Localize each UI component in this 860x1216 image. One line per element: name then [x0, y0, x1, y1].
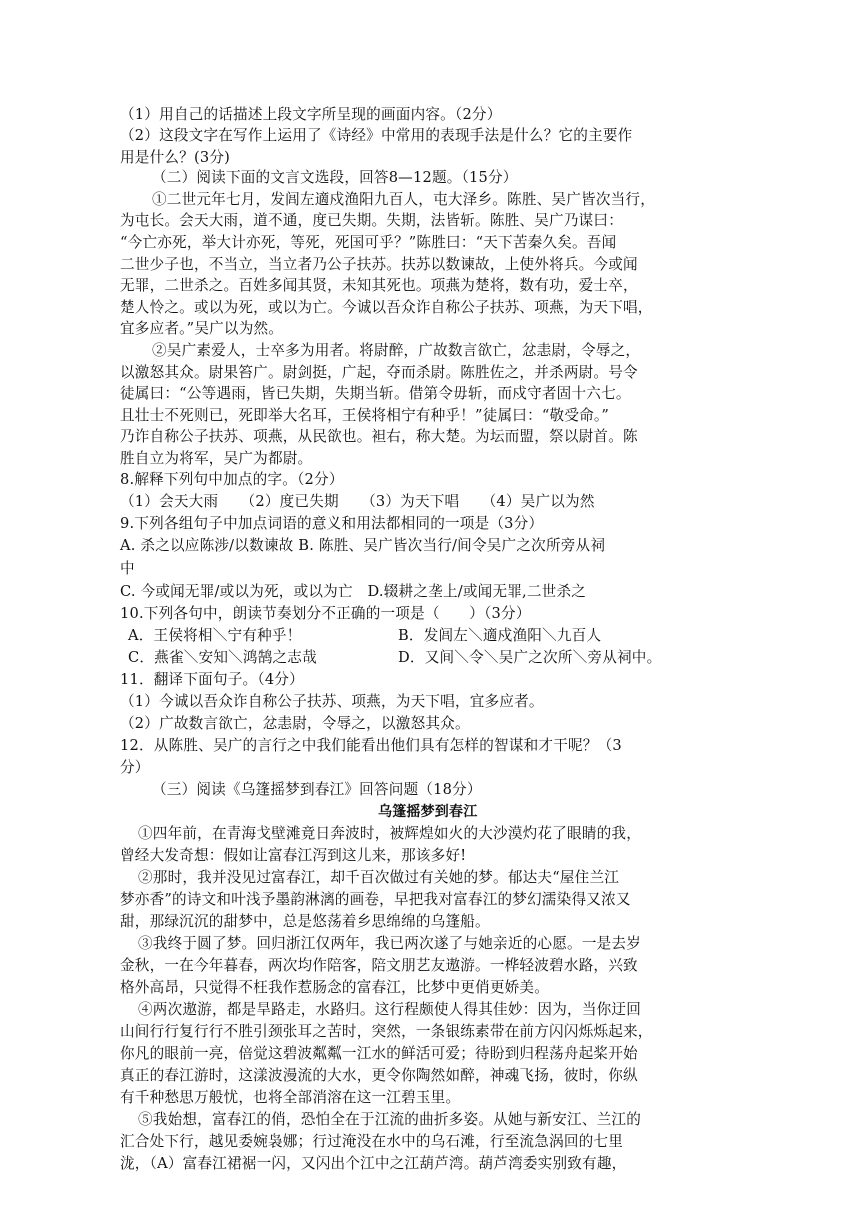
essay-para-1-line-2: 曾经大发奇想：假如让富春江泻到这儿来，那该多好! — [120, 847, 467, 864]
question-9-option-cd: C. 今或闻无罪/或以为死，或以为亡 D.辍耕之垄上/或闻无罪,二世杀之 — [120, 583, 587, 600]
essay-para-4-line-5: 有千种愁思万般忧，也将全部消溶在这一江碧玉里。 — [120, 1089, 461, 1106]
question-9-option-b-cont: 中 — [120, 560, 135, 577]
essay-title: 乌篷摇梦到春江 — [378, 804, 478, 820]
passage-para-2-line-3: 徒属曰：“公等遇雨，皆已失期，失期当斩。借第令毋斩，而戍守者固十六七。 — [120, 385, 631, 402]
passage-para-2-line-2: 以激怒其众。尉果笞广。尉剑挺，广起，夺而杀尉。陈胜佐之，并杀两尉。号令 — [120, 364, 638, 381]
passage-para-1-line-1: ①二世元年七月，发闾左適戍渔阳九百人，屯大泽乡。陈胜、吴广皆次当行， — [152, 191, 655, 208]
passage-para-2-line-1: ②吴广素爱人，士卒多为用者。将尉醉，广故数言欲亡，忿恚尉，令辱之， — [152, 342, 641, 359]
question-12-line-2: 分） — [120, 759, 150, 776]
question-10-option-d: D．又间＼令＼吴广之次所＼旁从祠中。 — [398, 649, 662, 666]
question-12-line-1: 12．从陈胜、吴广的言行之中我们能看出他们具有怎样的智谋和才干呢？（3 — [120, 737, 622, 754]
essay-para-2-line-3: 甜，那绿沉沉的甜梦中，总是悠荡着乡思绵绵的乌篷船。 — [120, 913, 490, 930]
essay-para-4-line-4: 真正的春江游时，这漾波漫流的大水，更令你陶然如醉，神魂飞扬，彼时，你纵 — [120, 1067, 638, 1084]
question-9: 9.下列各组句子中加点词语的意义和用法都相同的一项是（3分） — [120, 515, 544, 532]
section-3-heading: （三）阅读《乌篷摇梦到春江》回答问题（18分） — [152, 781, 482, 798]
passage-para-2-line-4: 且壮士不死则已，死即举大名耳，王侯将相宁有种乎！”徒属曰：“敬受命。” — [120, 407, 610, 424]
question-7-2-line-1: （2）这段文字在写作上运用了《诗经》中常用的表现手法是什么？它的主要作 — [120, 127, 633, 144]
essay-para-3-line-1: ③我终于圆了梦。回归浙江仅两年，我已两次遂了与她亲近的心愿。一是去岁 — [138, 935, 641, 952]
section-2-heading: （二）阅读下面的文言文选段，回答8—12题。（15分） — [152, 169, 518, 186]
passage-para-1-line-7: 宜多应者。”吴广以为然。 — [120, 320, 284, 337]
question-8: 8.解释下列句中加点的字。（2分） — [120, 471, 344, 488]
question-7-1: （1）用自己的话描述上段文字所呈现的画面内容。（2分） — [120, 106, 502, 123]
essay-para-3-line-2: 金秋，一在今年暮春，两次均作陪客，陪文朋艺友遨游。一桦轻波碧水路，兴致 — [120, 957, 638, 974]
passage-para-1-line-5: 无罪，二世杀之。百姓多闻其贤，未知其死也。项燕为楚将，数有功，爱士卒， — [120, 277, 638, 294]
passage-para-2-line-6: 胜自立为将军，吴广为都尉。 — [120, 450, 313, 467]
essay-para-4-line-2: 山间行行复行行不胜引颈张耳之苦时，突然，一条银练素带在前方闪闪烁烁起来， — [120, 1023, 653, 1040]
question-10-option-a: A．王侯将相＼宁有种乎！ — [128, 627, 302, 644]
essay-para-1-line-1: ①四年前，在青海戈壁滩竟日奔波时，被辉煌如火的大沙漠灼花了眼睛的我， — [138, 825, 641, 842]
question-11-1: （1）今诚以吾众诈自称公子扶苏、项燕，为天下唱，宜多应者。 — [120, 693, 544, 710]
passage-para-2-line-5: 乃诈自称公子扶苏、项燕，从民欲也。袒右，称大楚。为坛而盟，祭以尉首。陈 — [120, 428, 638, 445]
essay-para-3-line-3: 格外高昂，只觉得不枉我作惹肠念的富春江，比梦中更俏更娇美。 — [120, 979, 550, 996]
essay-para-2-line-1: ②那时，我并没见过富春江，却千百次做过有关她的梦。郁达夫“屋住兰江 — [138, 869, 620, 886]
passage-para-1-line-2: 为屯长。会天大雨，道不通，度已失期。失期，法皆斩。陈胜、吴广乃谋曰： — [120, 212, 623, 229]
question-7-2-line-2: 用是什么？(3分) — [120, 149, 231, 166]
essay-para-5-line-3: 泷，（A）富春江裙裾一闪，又闪出个江中之江葫芦湾。葫芦湾委实别致有趣， — [120, 1155, 627, 1172]
question-10-option-c: C．燕雀＼安知＼鸿鹄之志哉 — [128, 649, 317, 666]
essay-para-2-line-2: 梦亦香”的诗文和叶浅予墨韵淋漓的画卷，早把我对富春江的梦幻濡染得又浓又 — [120, 891, 631, 908]
passage-para-1-line-4: 二世少子也，不当立，当立者乃公子扶苏。扶苏以数谏故，上使外将兵。今或闻 — [120, 256, 638, 273]
question-8-items: （1）会天大雨 （2）度已失期 （3）为天下唱 （4）吴广以为然 — [120, 493, 595, 510]
essay-para-4-line-1: ④两次遨游，都是旱路走，水路归。这行程颇使人得其佳妙：因为，当你迂回 — [138, 1001, 641, 1018]
question-9-option-ab: A. 杀之以应陈涉/以数谏故 B. 陈胜、吴广皆次当行/间令吴广之次所旁从祠 — [120, 537, 606, 554]
question-10-option-b: B．发闾左＼適戍渔阳＼九百人 — [398, 627, 602, 644]
passage-para-1-line-6: 楚人怜之。或以为死，或以为亡。今诚以吾众诈自称公子扶苏、项燕，为天下唱， — [120, 299, 653, 316]
essay-para-5-line-1: ⑤我始想，富春江的俏，恐怕全在于江流的曲折多姿。从她与新安江、兰江的 — [138, 1111, 641, 1128]
passage-para-1-line-3: “今亡亦死，举大计亦死，等死，死国可乎？”陈胜曰：“天下苦秦久矣。吾闻 — [120, 234, 617, 251]
essay-para-4-line-3: 你凡的眼前一亮，倍觉这碧波粼粼一江水的鲜活可爱；待盼到归程荡舟起桨开始 — [120, 1045, 638, 1062]
question-11-2: （2）广故数言欲亡，忿恚尉，令辱之，以激怒其众。 — [120, 715, 470, 732]
question-10: 10.下列各句中，朗读节奏划分不正确的一项是（ ）（3分） — [120, 605, 531, 622]
essay-para-5-line-2: 汇合处下行，越见委婉袅娜；行过淹没在水中的乌石滩，行至流急涡回的七里 — [120, 1133, 623, 1150]
question-11: 11．翻译下面句子。（4分） — [120, 671, 304, 688]
